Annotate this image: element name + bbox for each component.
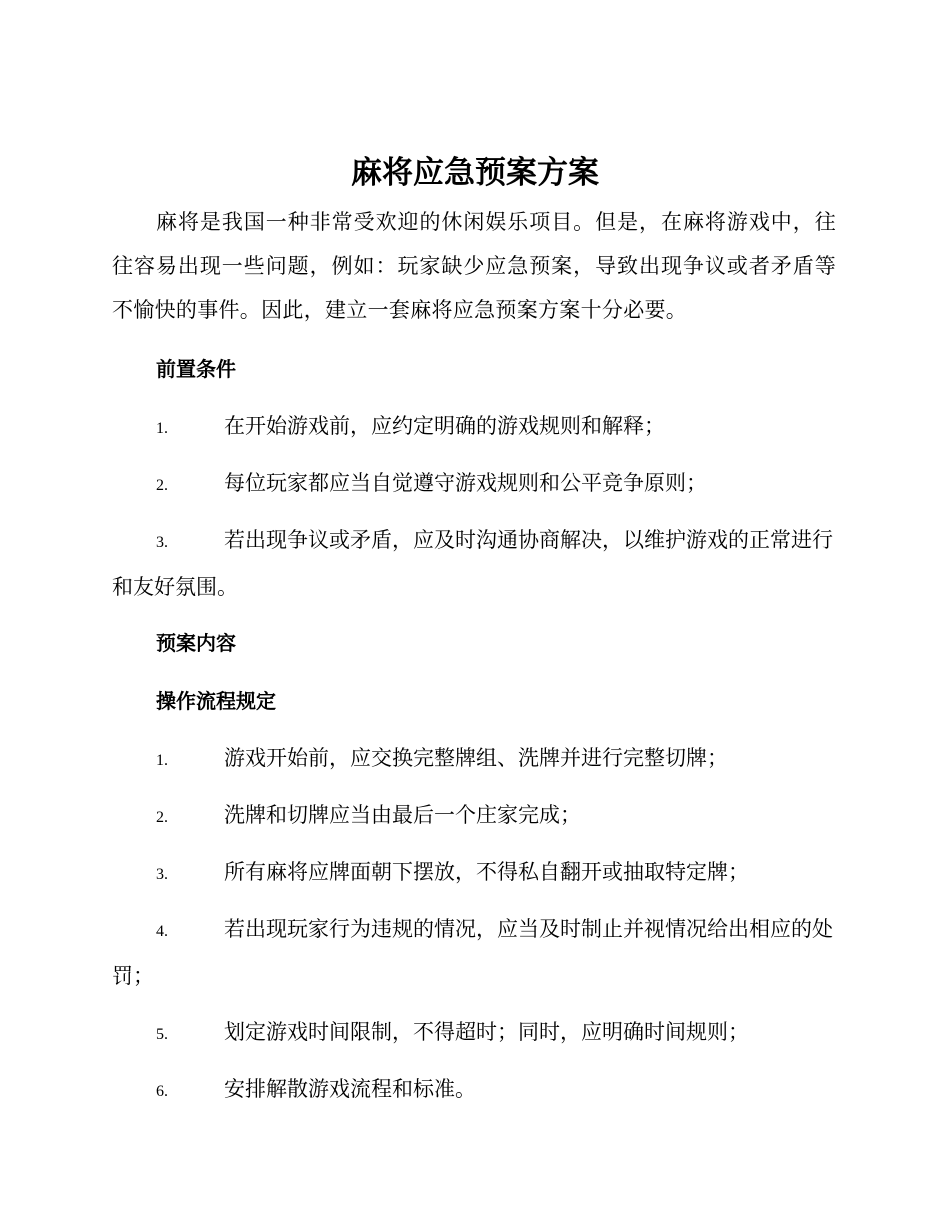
list-text: 洗牌和切牌应当由最后一个庄家完成； — [224, 803, 581, 827]
heading-procedure: 操作流程规定 — [156, 689, 276, 713]
list-number: 5. — [156, 1026, 168, 1043]
list-number: 3. — [156, 866, 168, 883]
list-item — [112, 404, 836, 451]
list-item — [112, 850, 836, 897]
list-number: 1. — [156, 752, 168, 769]
list-text: 游戏开始前，应交换完整牌组、洗牌并进行完整切牌； — [224, 746, 728, 770]
list-text: 划定游戏时间限制，不得超时；同时，应明确时间规则； — [224, 1020, 749, 1044]
list-number: 3. — [156, 534, 168, 551]
list-number: 2. — [156, 809, 168, 826]
list-text: 所有麻将应牌面朝下摆放，不得私自翻开或抽取特定牌； — [224, 860, 749, 884]
heading-preconditions: 前置条件 — [156, 357, 236, 381]
list-item — [112, 518, 836, 609]
list-item — [112, 1067, 836, 1114]
list-item — [112, 907, 836, 998]
list-text: 在开始游戏前，应约定明确的游戏规则和解释； — [224, 414, 665, 438]
list-item — [112, 793, 836, 840]
list-item — [112, 736, 836, 783]
heading-plan-content: 预案内容 — [156, 631, 236, 655]
list-text: 若出现争议或矛盾，应及时沟通协商解决，以维护游戏的正常进行和友好氛围。 — [112, 528, 833, 599]
document-title: 麻将应急预案方案 — [351, 155, 599, 191]
list-number: 6. — [156, 1083, 168, 1100]
list-item — [112, 461, 836, 508]
list-text: 若出现玩家行为违规的情况，应当及时制止并视情况给出相应的处罚； — [112, 917, 833, 988]
list-number: 2. — [156, 477, 168, 494]
list-item — [112, 1010, 836, 1057]
list-text: 安排解散游戏流程和标准。 — [224, 1077, 476, 1101]
list-number: 4. — [156, 923, 168, 940]
list-number: 1. — [156, 420, 168, 437]
list-text: 每位玩家都应当自觉遵守游戏规则和公平竞争原则； — [224, 471, 707, 495]
intro-paragraph: 麻将是我国一种非常受欢迎的休闲娱乐项目。但是，在麻将游戏中，往往容易出现一些问题，例如：玩家缺少应急预案，导致出现争议或者矛盾等不愉快的事件。因此，建立一套麻将应急预案方案十分必要。 — [112, 210, 836, 322]
